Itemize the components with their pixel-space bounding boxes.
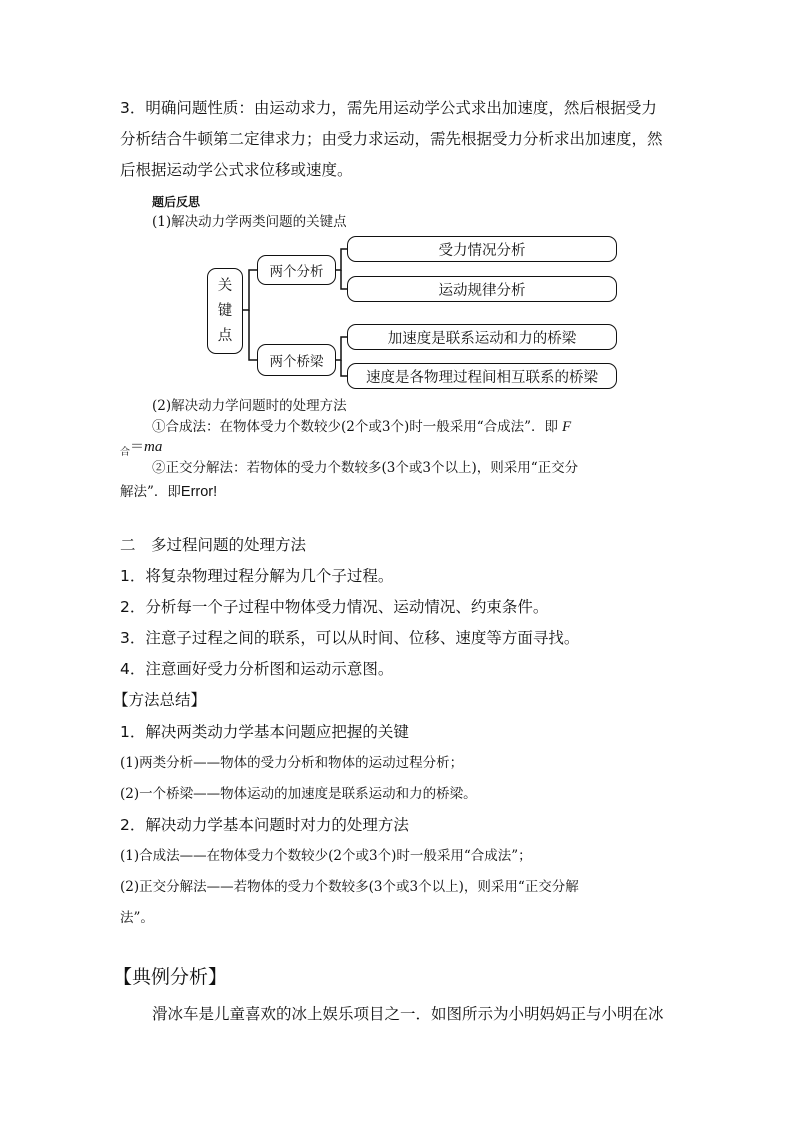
reflection-heading: 题后反思 bbox=[152, 195, 201, 209]
branch-two-analyses: 两个分析 bbox=[257, 255, 336, 285]
methods-heading: (2)解决动力学问题时的处理方法 bbox=[152, 398, 347, 414]
summary-heading-2: 2．解决动力学基本问题时对力的处理方法 bbox=[120, 816, 409, 834]
summary-title: 【方法总结】 bbox=[113, 691, 207, 709]
section-2-step-3: 3．注意子过程之间的联系，可以从时间、位移、速度等方面寻找。 bbox=[120, 629, 580, 647]
leaf-velocity-bridge: 速度是各物理过程间相互联系的桥梁 bbox=[347, 363, 617, 389]
section-2-title: 二 多过程问题的处理方法 bbox=[120, 536, 307, 554]
summary-item-1-1: (1)两类分析——物体的受力分析和物体的运动过程分析； bbox=[120, 755, 464, 771]
summary-item-2-2-line-2: 法”。 bbox=[120, 910, 154, 926]
key-points-diagram bbox=[205, 234, 619, 390]
reflection-item-1: (1)解决动力学两类问题的关键点 bbox=[152, 214, 347, 230]
key-points-box bbox=[207, 268, 243, 354]
section-2-step-2: 2．分析每一个子过程中物体受力情况、运动情况、约束条件。 bbox=[120, 598, 549, 616]
summary-heading-1: 1．解决两类动力学基本问题应把握的关键 bbox=[120, 723, 409, 741]
leaf-force-analysis: 受力情况分析 bbox=[347, 236, 617, 262]
method-2-line-1: ②正交分解法：若物体的受力个数较多(3个或3个以上)，则采用“正交分 bbox=[152, 460, 579, 476]
key-char-1: 关 bbox=[217, 277, 233, 294]
summary-item-2-1: (1)合成法——在物体受力个数较少(2个或3个)时一般采用“合成法”； bbox=[120, 848, 532, 864]
method-1-line-1: ①合成法：在物体受力个数较少(2个或3个)时一般采用“合成法”．即 F bbox=[152, 419, 572, 435]
method-1-line-2: $_合$＝ma bbox=[120, 439, 163, 458]
summary-item-2-2-line-1: (2)正交分解法——若物体的受力个数较多(3个或3个以上)，则采用“正交分解 bbox=[120, 879, 579, 895]
key-char-2: 键 bbox=[217, 302, 233, 319]
section-2-step-4: 4．注意画好受力分析图和运动示意图。 bbox=[120, 660, 394, 678]
section-2-step-1: 1．将复杂物理过程分解为几个子过程。 bbox=[120, 567, 394, 585]
leaf-motion-analysis: 运动规律分析 bbox=[347, 276, 617, 302]
intro-line-3: 后根据运动学公式求位移或速度。 bbox=[120, 161, 353, 179]
example-line-1: 滑冰车是儿童喜欢的冰上娱乐项目之一．如图所示为小明妈妈正与小明在冰 bbox=[152, 1005, 664, 1023]
intro-line-2: 分析结合牛顿第二定律求力；由受力求运动，需先根据受力分析求出加速度，然 bbox=[120, 130, 663, 148]
branch-two-bridges: 两个桥梁 bbox=[257, 344, 336, 376]
leaf-acceleration-bridge: 加速度是联系运动和力的桥梁 bbox=[347, 324, 617, 350]
example-title: 【典例分析】 bbox=[113, 966, 228, 988]
summary-item-1-2: (2)一个桥梁——物体运动的加速度是联系运动和力的桥梁。 bbox=[120, 786, 477, 802]
method-2-line-2: 解法”．即Error! bbox=[120, 484, 218, 500]
intro-line-1: 3．明确问题性质：由运动求力，需先用运动学公式求出加速度，然后根据受力 bbox=[120, 99, 657, 117]
key-char-3: 点 bbox=[217, 327, 233, 344]
